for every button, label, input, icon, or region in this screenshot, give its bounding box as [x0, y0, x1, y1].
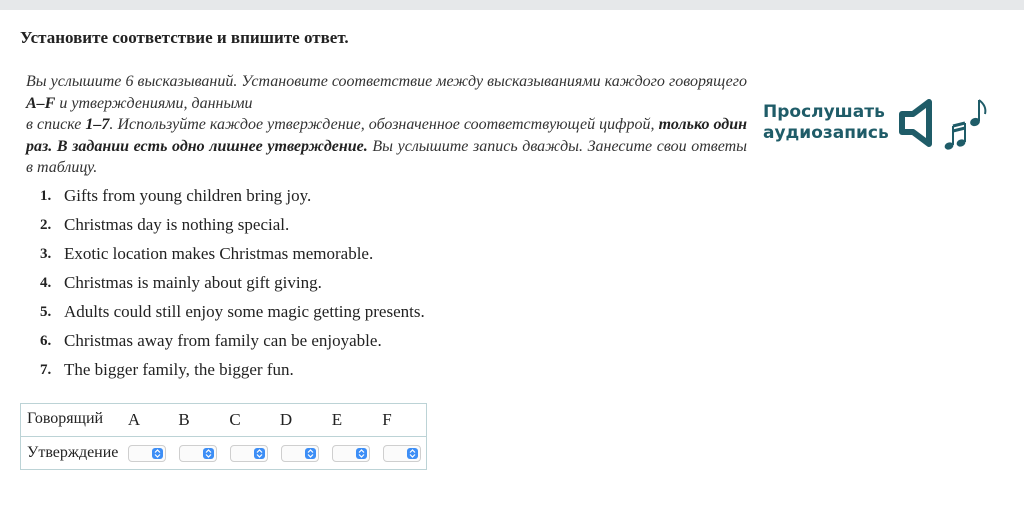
- select-arrows-icon: [407, 448, 418, 459]
- list-item: 2. Christmas day is nothing special.: [40, 215, 290, 234]
- answer-select-c[interactable]: [230, 445, 268, 462]
- statement-label: Утверждение: [27, 444, 119, 461]
- select-arrows-icon: [152, 448, 163, 459]
- statements-list: [40, 186, 425, 389]
- answer-select-f[interactable]: [383, 445, 421, 462]
- list-item: 6. Christmas away from family can be enjoyable.: [40, 331, 382, 350]
- task-title: Установите соответствие и впишите ответ.: [20, 28, 349, 47]
- play-audio-button[interactable]: [763, 98, 993, 154]
- answer-select-d[interactable]: [281, 445, 319, 462]
- task-instructions: Вы услышите 6 высказываний. Установите соответствие между высказываниями каждого говорящего A–F и утверждениями, данными в списке 1–7. Используйте каждое утверждение, обозначенное соответствующей цифрой, только один раз. В задании есть одно лишнее утверждение. Вы услышите запись дважды. Занесите свои ответы в таблицу.: [26, 73, 747, 176]
- speaker-letter: A: [127, 410, 141, 429]
- list-item: 1. Gifts from young children bring joy.: [40, 186, 312, 205]
- list-item: 7. The bigger family, the bigger fun.: [40, 360, 294, 379]
- speaker-row: [21, 404, 426, 437]
- answer-table: [20, 403, 427, 470]
- speaker-icon[interactable]: [899, 98, 939, 150]
- list-item: 3. Exotic location makes Christmas memorable.: [40, 244, 374, 263]
- speaker-label: Говорящий: [27, 410, 104, 427]
- speaker-letter: C: [229, 410, 241, 429]
- select-arrows-icon: [203, 448, 214, 459]
- select-arrows-icon: [305, 448, 316, 459]
- list-item: 5. Adults could still enjoy some magic getting presents.: [40, 302, 425, 321]
- play-audio-label: Прослушать аудиозапись: [763, 102, 889, 143]
- answer-row: [21, 437, 426, 469]
- speaker-letter: E: [331, 410, 343, 429]
- answer-select-a[interactable]: [128, 445, 166, 462]
- speaker-letter: D: [279, 410, 293, 429]
- list-item: 4. Christmas is mainly about gift giving.: [40, 273, 322, 292]
- speaker-letter: B: [178, 410, 190, 429]
- answer-select-e[interactable]: [332, 445, 370, 462]
- speaker-letter: F: [382, 410, 392, 429]
- select-arrows-icon: [356, 448, 367, 459]
- select-arrows-icon: [254, 448, 265, 459]
- music-notes-icon: [943, 98, 993, 154]
- answer-select-b[interactable]: [179, 445, 217, 462]
- top-strip: [0, 0, 1024, 10]
